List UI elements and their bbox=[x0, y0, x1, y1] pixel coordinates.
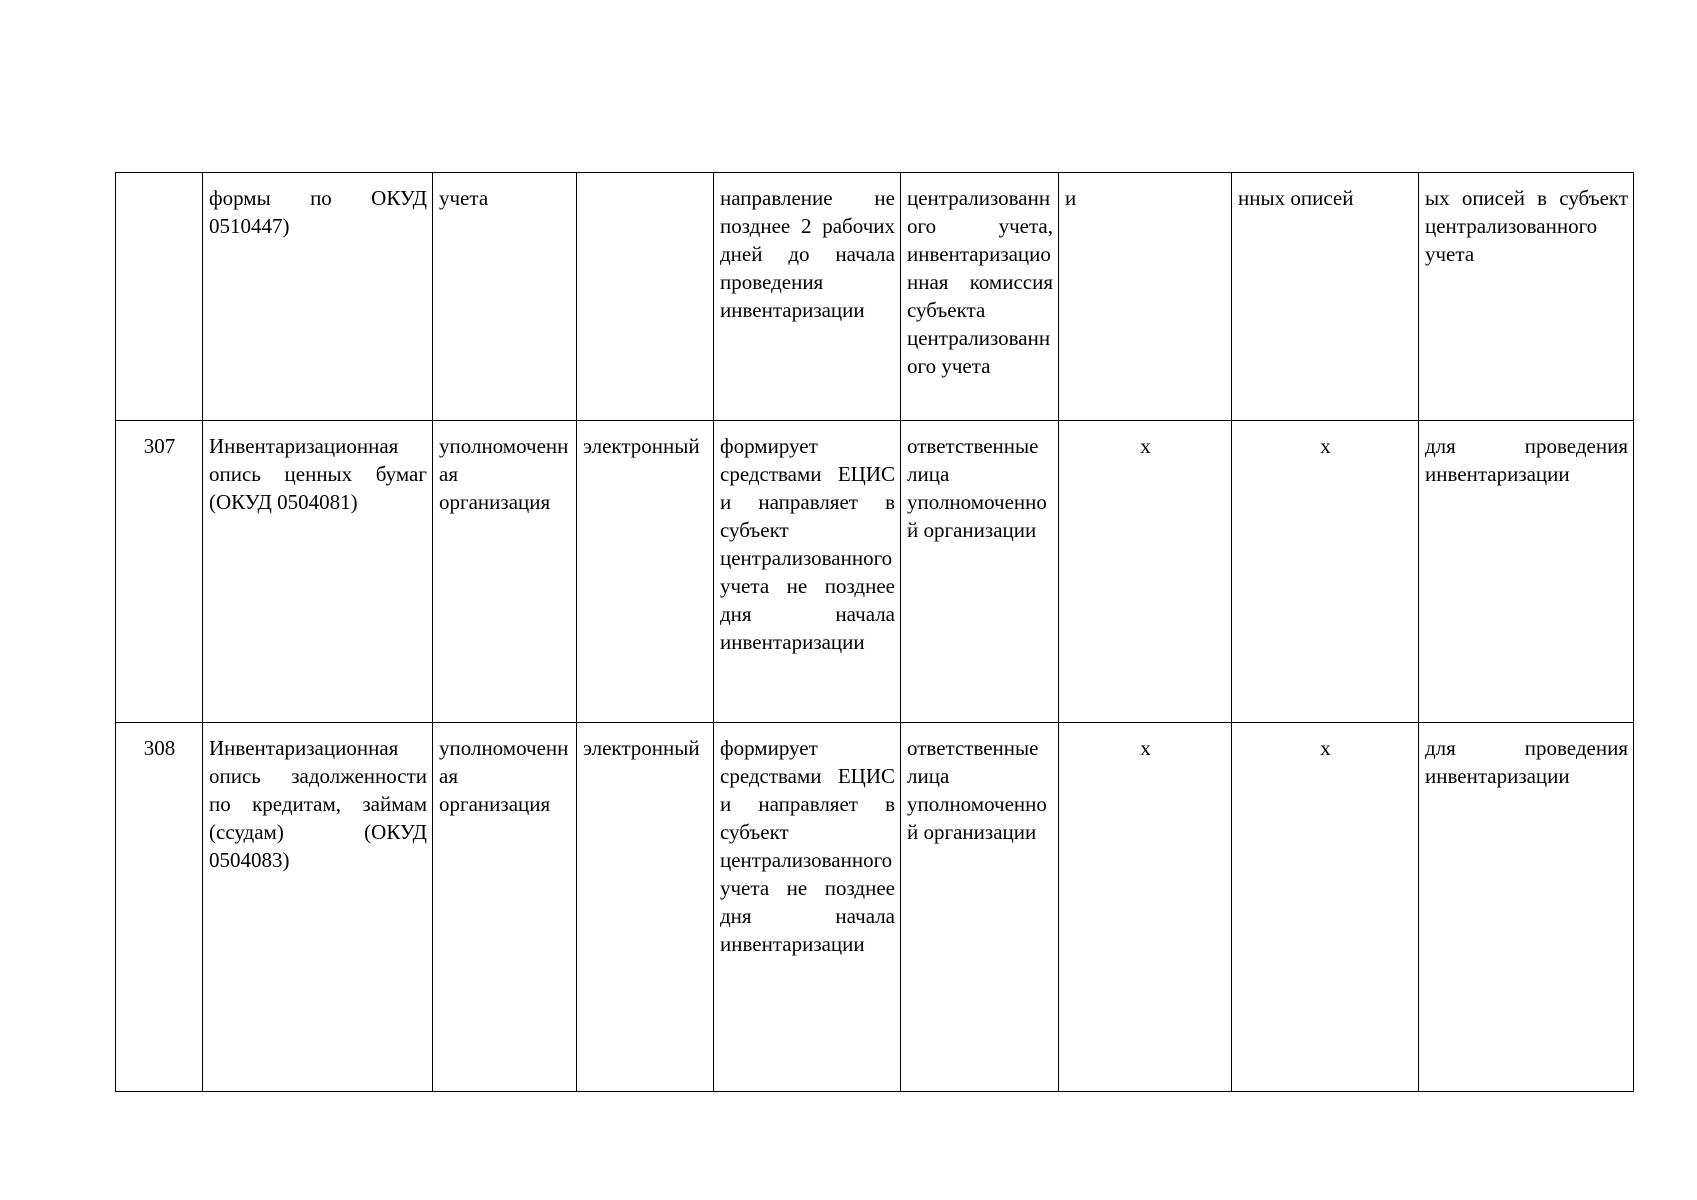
document-name-cell: формы по ОКУД 0510447) bbox=[203, 173, 433, 421]
responsible-cell: уполномоченная организация bbox=[433, 723, 577, 1092]
signers-cell: централизованного учета, инвентаризационная комиссия субъекта централизованного учета bbox=[901, 173, 1059, 421]
document-name-cell: Инвентаризационная опись задолженности по кредитам, займам (ссудам) (ОКУД 0504083) bbox=[203, 723, 433, 1092]
column-8-cell: x bbox=[1232, 723, 1419, 1092]
signers-cell: ответственные лица уполномоченной организации bbox=[901, 723, 1059, 1092]
procedure-cell: направление не позднее 2 рабочих дней до начала проведения инвентаризации bbox=[714, 173, 901, 421]
column-7-cell: и bbox=[1059, 173, 1232, 421]
table-row bbox=[116, 421, 1634, 723]
signers-cell: ответственные лица уполномоченной организации bbox=[901, 421, 1059, 723]
column-7-cell: x bbox=[1059, 421, 1232, 723]
purpose-cell: для проведения инвентаризации bbox=[1419, 723, 1634, 1092]
row-number-cell bbox=[116, 173, 203, 421]
procedure-cell: формирует средствами ЕЦИС и направляет в субъект централизованного учета не позднее дня начала инвентаризации bbox=[714, 723, 901, 1092]
form-cell: электронный bbox=[577, 421, 714, 723]
form-cell: электронный bbox=[577, 723, 714, 1092]
procedure-cell: формирует средствами ЕЦИС и направляет в субъект централизованного учета не позднее дня начала инвентаризации bbox=[714, 421, 901, 723]
table-row bbox=[116, 173, 1634, 421]
column-8-cell: x bbox=[1232, 421, 1419, 723]
responsible-cell: учета bbox=[433, 173, 577, 421]
purpose-cell: для проведения инвентаризации bbox=[1419, 421, 1634, 723]
column-8-cell: нных описей bbox=[1232, 173, 1419, 421]
table-row bbox=[116, 723, 1634, 1092]
column-7-cell: x bbox=[1059, 723, 1232, 1092]
document-table bbox=[115, 172, 1634, 1092]
purpose-cell: ых описей в субъект централизованного учета bbox=[1419, 173, 1634, 421]
document-name-cell: Инвентаризационная опись ценных бумаг (ОКУД 0504081) bbox=[203, 421, 433, 723]
row-number-cell: 308 bbox=[116, 723, 203, 1092]
form-cell bbox=[577, 173, 714, 421]
row-number-cell: 307 bbox=[116, 421, 203, 723]
responsible-cell: уполномоченная организация bbox=[433, 421, 577, 723]
